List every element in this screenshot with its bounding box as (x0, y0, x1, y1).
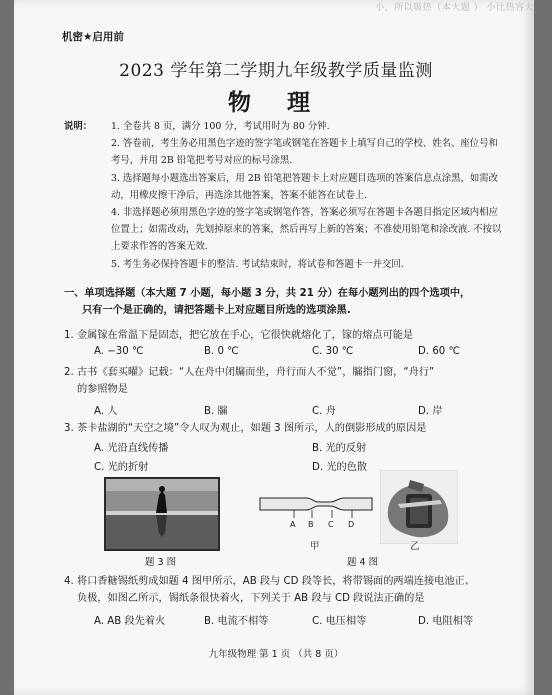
question-2-stem-line1: 2. 古书《套买曜》记载：“人在舟中闭牖而坐，舟行而人不觉”，牖指门窗，“舟行” (64, 367, 435, 378)
option-d[interactable]: D. 岸 (418, 406, 443, 417)
figure-4a-label: 甲 (310, 541, 320, 552)
option-c[interactable]: C. 舟 (312, 406, 336, 417)
subject-title: 物 理 (227, 90, 324, 116)
instructions-head: 说明： (64, 121, 93, 132)
figure-4a-foil-strip (256, 486, 376, 534)
figure-3-photo (104, 477, 220, 551)
option-b[interactable]: B. 电流不相等 (204, 616, 269, 627)
question-2-stem-line2: 的参照物是 (77, 384, 128, 395)
figure-3-caption: 题 3 图 (145, 557, 177, 568)
question-4-stem (64, 573, 504, 607)
option-a[interactable]: A. 人 (94, 406, 118, 417)
option-c[interactable]: C. 光的折射 (94, 462, 149, 473)
figure-4b-photo (380, 470, 458, 544)
bleed-through-text: 小，所以吸热（本大题 ） 小比热容大 (375, 3, 534, 13)
instruction-item: 1. 全卷共 8 页，满分 100 分，考试用时为 80 分钟. (111, 121, 330, 132)
option-b[interactable]: B. 牖 (204, 406, 228, 417)
question-3-stem: 3. 茶卡盐湖的“天空之境”令人叹为观止，如题 3 图所示，人的倒影形成的原因是 (64, 423, 427, 434)
page-footer: 九年级物理 第 1 页 （共 8 页） (208, 649, 344, 660)
point-c-label: C (328, 520, 334, 529)
instruction-item: 5. 考生务必保持答题卡的整洁. 考试结束时，将试卷和答题卡一并交回. (111, 258, 404, 270)
section-heading-line2: 只有一个是正确的，请把答题卡上对应题目所选的选项涂黑. (82, 305, 351, 316)
figure-4b-label: 乙 (410, 541, 420, 552)
question-4-stem-line1: 4. 将口香糖锡纸剪成如题 4 图甲所示，AB 段与 CD 段等长，将带锡面的两端连接电池正、 (64, 576, 475, 587)
point-d-label: D (348, 520, 355, 529)
option-a[interactable]: A. −30 ℃ (94, 346, 144, 357)
point-a-label: A (290, 520, 296, 529)
confidential-label: 机密★启用前 (62, 31, 124, 43)
option-d[interactable]: D. 60 ℃ (418, 346, 460, 357)
question-4-stem-line2: 负极，如图乙所示，锡纸条很快着火，下列关于 AB 段与 CD 段说法正确的是 (77, 593, 425, 604)
question-1-stem: 1. 金属镓在常温下是固态，把它放在手心，它很快就熔化了，镓的熔点可能是 (64, 330, 414, 341)
option-a[interactable]: A. 光沿直线传播 (94, 443, 169, 454)
point-b-label: B (308, 520, 314, 529)
option-b[interactable]: B. 0 ℃ (204, 346, 239, 357)
instructions-list (97, 118, 507, 273)
section-heading (64, 285, 504, 319)
option-d[interactable]: D. 光的色散 (312, 462, 368, 473)
instruction-item: 3. 选择题每小题选出答案后，用 2B 铅笔把答题卡上对应题目选项的答案信息点涂黑，如需改动，用橡皮擦干净后，再选涂其他答案，答案不能答在试卷上. (111, 172, 498, 201)
section-heading-line1: 一、单项选择题（本大题 7 小题，每小题 3 分，共 21 分）在每小题列出的四个选项中， (64, 288, 471, 299)
exam-title: 2023 学年第二学期九年级教学质量监测 (119, 61, 433, 81)
option-c[interactable]: C. 30 ℃ (312, 346, 354, 357)
option-a[interactable]: A. AB 段先着火 (94, 616, 166, 627)
option-d[interactable]: D. 电阻相等 (418, 616, 474, 627)
option-b[interactable]: B. 光的反射 (312, 443, 367, 454)
figure-4-caption: 题 4 图 (347, 557, 379, 568)
question-2-stem (64, 364, 504, 398)
instruction-item: 4. 非选择题必须用黑色字迹的签字笔或钢笔作答，答案必须写在答题卡各题目指定区域内相应位置上；如需改动，先划掉原来的答案，然后再写上新的答案；不准使用铅笔和涂改液. 不按以上要求作答的答案无效. (111, 207, 502, 253)
instruction-item: 2. 答卷前，考生务必用黑色字迹的签字笔或钢笔在答题卡上填写自己的学校、姓名、座位号和考号，并用 2B 铅笔把考号对应的标号涂黑. (111, 138, 498, 167)
option-c[interactable]: C. 电压相等 (312, 616, 367, 627)
